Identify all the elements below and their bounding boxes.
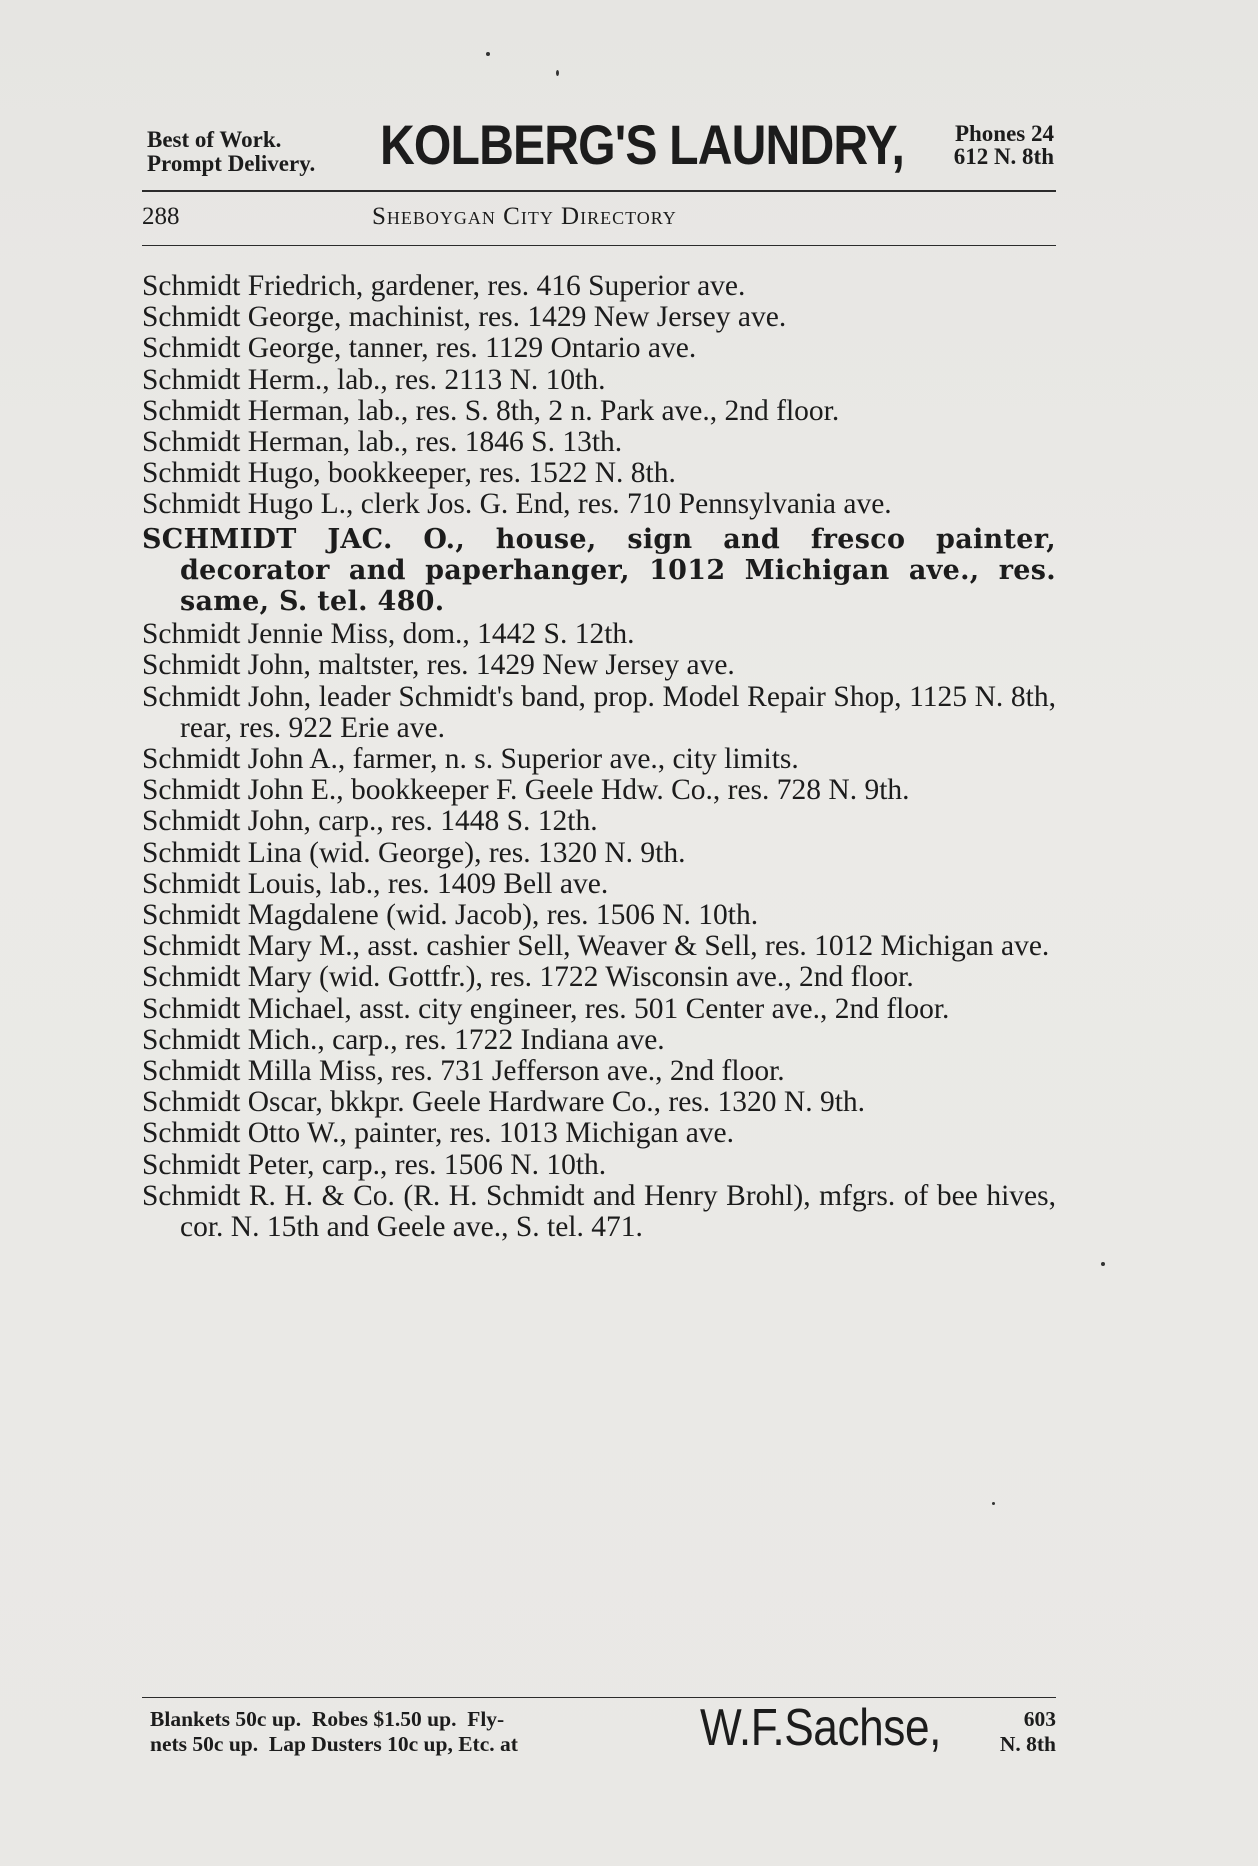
footer-ad-address-line2: N. 8th — [999, 1732, 1056, 1756]
directory-listing: Schmidt John, carp., res. 1448 S. 12th. — [142, 805, 598, 838]
running-head-rule — [142, 245, 1056, 246]
directory-listing: Schmidt John A., farmer, n. s. Superior ave., city limits. — [142, 743, 799, 776]
directory-listing: Schmidt R. H. & Co. (R. H. Schmidt and Henry Brohl), mfgrs. of bee hives, cor. N. 15th and Geele ave., S. tel. 471. — [142, 1179, 1056, 1244]
directory-listing: Schmidt Mary M., asst. cashier Sell, Weaver & Sell, res. 1012 Michigan ave. — [142, 930, 1050, 963]
header-rule — [142, 190, 1056, 192]
featured-listing: SCHMIDT JAC. O., house, sign and fresco painter, decorator and paperhanger, 1012 Michigan ave., res. same, S. tel. 480. — [142, 523, 1056, 618]
directory-listing: Schmidt Lina (wid. George), res. 1320 N. 9th. — [142, 836, 686, 869]
directory-listing: Schmidt Friedrich, gardener, res. 416 Superior ave. — [142, 270, 746, 302]
directory-listing: Schmidt Peter, carp., res. 1506 N. 10th. — [142, 1148, 607, 1181]
directory-listing: Schmidt John, leader Schmidt's band, prop. Model Repair Shop, 1125 N. 8th, rear, res. 922 Erie ave. — [142, 680, 1056, 744]
directory-entries — [142, 271, 1056, 1243]
header-advertisement — [142, 112, 1056, 184]
footer-ad-text-line1: Blankets 50c up. Robes $1.50 up. Fly- — [150, 1707, 505, 1731]
directory-listing: Schmidt George, machinist, res. 1429 New Jersey ave. — [142, 301, 787, 334]
running-head — [142, 203, 1056, 237]
print-speck — [1101, 1262, 1105, 1266]
directory-listing: Schmidt Jennie Miss, dom., 1442 S. 12th. — [142, 618, 635, 651]
footer-ad-address-line1: 603 — [1023, 1707, 1056, 1731]
header-ad-tagline-line1: Best of Work. — [147, 127, 282, 152]
directory-listing: Schmidt John, maltster, res. 1429 New Jersey ave. — [142, 649, 735, 682]
directory-listing: Schmidt Michael, asst. city engineer, res. 501 Center ave., 2nd floor. — [142, 992, 950, 1025]
directory-listing: Schmidt Mary (wid. Gottfr.), res. 1722 Wisconsin ave., 2nd floor. — [142, 961, 914, 994]
header-ad-brand: KOLBERG'S LAUNDRY, — [380, 113, 904, 176]
directory-listing: Schmidt Oscar, bkkpr. Geele Hardware Co., res. 1320 N. 9th. — [142, 1086, 866, 1119]
directory-listing: Schmidt Herman, lab., res. 1846 S. 13th. — [142, 426, 623, 459]
print-speck — [992, 1502, 995, 1505]
directory-listing: Schmidt Herman, lab., res. S. 8th, 2 n. Park ave., 2nd floor. — [142, 394, 840, 427]
directory-listing: Schmidt Otto W., painter, res. 1013 Michigan ave. — [142, 1117, 735, 1150]
directory-listing: Schmidt Louis, lab., res. 1409 Bell ave. — [142, 867, 609, 900]
footer-advertisement — [142, 1699, 1056, 1765]
directory-listing: Schmidt Hugo, bookkeeper, res. 1522 N. 8th. — [142, 457, 676, 490]
footer-ad-text-line2: nets 50c up. Lap Dusters 10c up, Etc. at — [150, 1732, 518, 1756]
header-ad-phones-line1: Phones 24 — [954, 121, 1054, 146]
directory-listing: Schmidt Hugo L., clerk Jos. G. End, res. 710 Pennsylvania ave. — [142, 488, 892, 521]
footer-ad-text — [150, 1707, 518, 1757]
header-ad-tagline-line2: Prompt Delivery. — [147, 151, 316, 176]
directory-listing: Schmidt Magdalene (wid. Jacob), res. 1506 N. 10th. — [142, 899, 759, 932]
directory-listing: Schmidt Herm., lab., res. 2113 N. 10th. — [142, 363, 606, 396]
running-head-title: Sheboygan City Directory — [372, 203, 677, 230]
print-speck — [556, 70, 559, 76]
header-ad-tagline — [147, 128, 315, 176]
header-ad-phones — [954, 122, 1054, 168]
directory-listing: Schmidt George, tanner, res. 1129 Ontario ave. — [142, 332, 697, 365]
footer-ad-brand: W.F.Sachse, — [700, 1699, 941, 1757]
header-ad-phones-line2: 612 N. 8th — [953, 144, 1054, 169]
directory-listing: Schmidt Milla Miss, res. 731 Jefferson ave., 2nd floor. — [142, 1055, 785, 1088]
print-speck — [486, 52, 490, 56]
directory-listing: Schmidt John E., bookkeeper F. Geele Hdw. Co., res. 728 N. 9th. — [142, 774, 910, 807]
footer-ad-address — [1000, 1707, 1056, 1757]
page-number: 288 — [142, 203, 180, 230]
footer-rule — [142, 1697, 1056, 1698]
directory-listing: Schmidt Mich., carp., res. 1722 Indiana ave. — [142, 1023, 665, 1056]
